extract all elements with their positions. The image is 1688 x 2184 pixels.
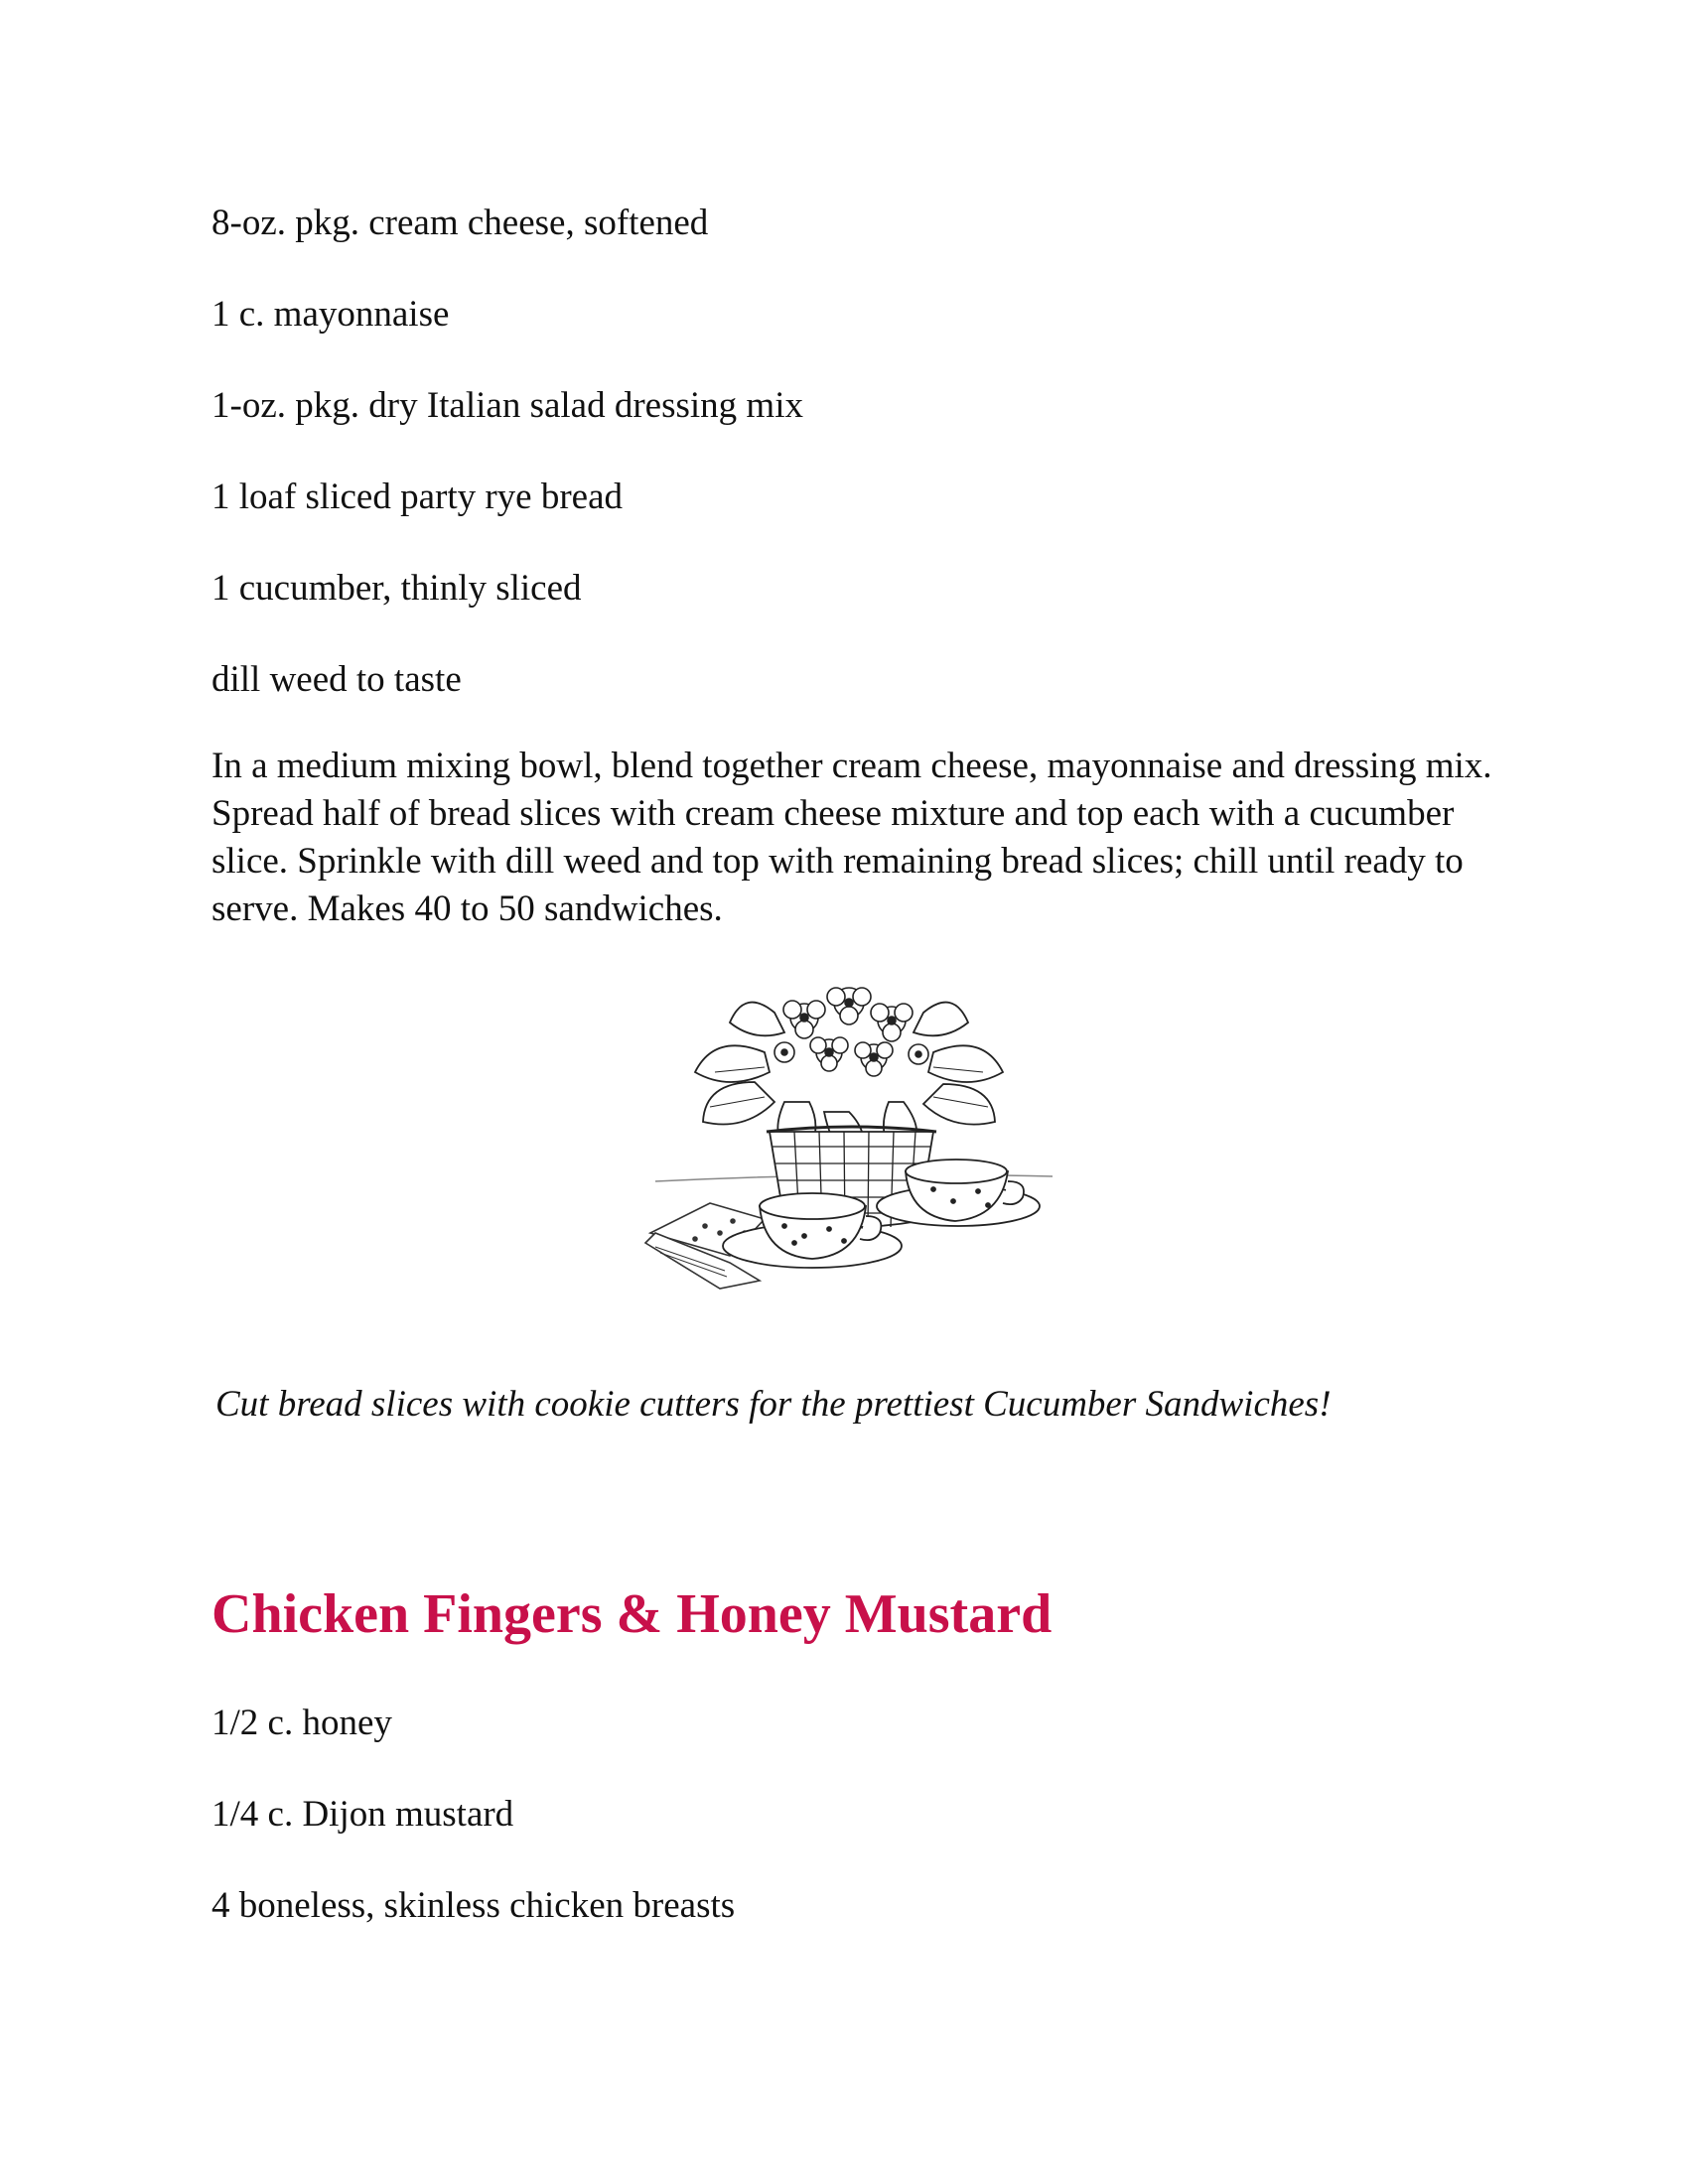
recipe-tip: Cut bread slices with cookie cutters for the prettiest Cucumber Sandwiches! — [215, 1384, 1332, 1425]
ingredient-line: 1 c. mayonnaise — [211, 294, 450, 335]
flower-basket-teacups-icon — [635, 973, 1072, 1310]
ingredient-line: 1 loaf sliced party rye bread — [211, 477, 624, 517]
ingredient-line: 1/4 c. Dijon mustard — [211, 1794, 514, 1835]
recipe-title: Chicken Fingers & Honey Mustard — [211, 1583, 1053, 1645]
ingredient-line: 1-oz. pkg. dry Italian salad dressing mix — [211, 385, 803, 426]
ingredient-line: 1/2 c. honey — [211, 1703, 392, 1743]
ingredient-line: dill weed to taste — [211, 659, 462, 700]
ingredient-line: 4 boneless, skinless chicken breasts — [211, 1885, 736, 1926]
recipe-directions: In a medium mixing bowl, blend together cream cheese, mayonnaise and dressing mix. Spread half of bread slices with cream cheese mixture and top each with a cucumber slice. Sprinkle with dill weed and top with remaining bread slices; chill until ready to serve. Makes 40 to 50 sandwiches. — [211, 746, 1492, 929]
ingredient-line: 1 cucumber, thinly sliced — [211, 568, 582, 609]
ingredient-line: 8-oz. pkg. cream cheese, softened — [211, 203, 709, 243]
flowers — [774, 988, 928, 1076]
